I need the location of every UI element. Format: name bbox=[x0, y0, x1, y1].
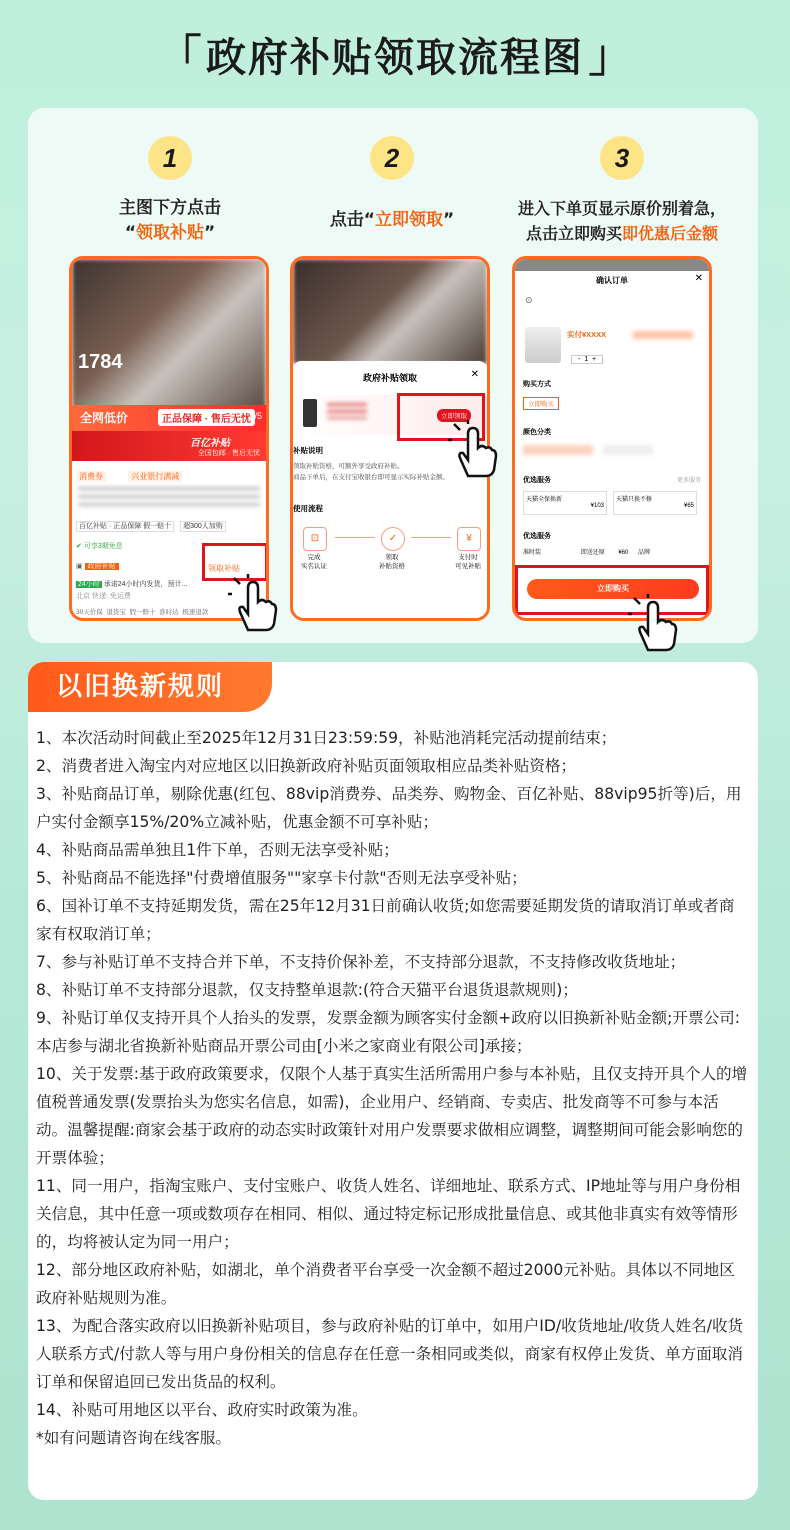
rule-item: 6、国补订单不支持延期发货，需在25年12月31日前确认收货;如您需要延期发货的请取消订单或者商家有权取消订单； bbox=[36, 897, 735, 943]
rule-item: 5、补贴商品不能选择"付费增值服务""家享卡付款"否则无法享受补贴； bbox=[36, 869, 527, 887]
hand-pointer-icon bbox=[628, 594, 680, 654]
page-title-wrap bbox=[0, 20, 790, 84]
section-service-2: 优选服务 bbox=[523, 533, 551, 540]
service-card[interactable]: 天猫全保换新 ¥103 bbox=[523, 491, 607, 515]
phone-screenshot-product bbox=[69, 256, 269, 621]
step-1 bbox=[60, 108, 280, 246]
section-desc: 补贴说明 bbox=[293, 446, 323, 455]
buy-option[interactable]: 立即购买 bbox=[523, 397, 559, 410]
status-bar bbox=[515, 259, 709, 271]
step-number: 3 bbox=[600, 136, 644, 180]
service-price: ¥60 bbox=[618, 550, 629, 556]
service-name: 品牌 bbox=[638, 550, 651, 556]
rule-item: 7、参与补贴订单不支持合并下单，不支持价保补差，不支持部分退款，不支持修改收货地址； bbox=[36, 953, 686, 971]
qty-stepper[interactable]: - 1 + bbox=[571, 355, 603, 364]
desc-text: 领取补贴资格，可额外享受政府补贴。 商品下单后，在支付宝收银台即可显示实际补贴金额。 bbox=[293, 463, 449, 481]
order-header: 确认订单 bbox=[596, 276, 628, 285]
location-icon: ⊙ bbox=[525, 295, 533, 305]
hand-pointer-icon bbox=[228, 574, 280, 634]
rule-item: 12、部分地区政府补贴，如湖北，单个消费者平台享受一次金额不超过2000元补贴。具体以不同地区政府补贴规则为准。 bbox=[36, 1261, 735, 1307]
rules-tab-title: 以旧换新规则 bbox=[28, 662, 272, 712]
coupon-tag[interactable]: 消费券 bbox=[76, 471, 106, 482]
section-buy: 购买方式 bbox=[523, 381, 551, 388]
rule-item: 1、本次活动时间截止至2025年12月31日23:59:59，补贴池消耗完活动提前结束； bbox=[36, 729, 617, 747]
product-thumb bbox=[525, 327, 561, 363]
claim-now-button[interactable]: 立即领取 bbox=[437, 409, 471, 422]
rule-item: 8、补贴订单不支持部分退款，仅支持整单退款:(符合天猫平台退货退款规则)； bbox=[36, 981, 578, 999]
page-title: 政府补贴领取流程图 bbox=[206, 35, 584, 81]
step-3 bbox=[504, 108, 740, 246]
id-card-icon: ⊡ bbox=[303, 527, 327, 551]
claim-subsidy-button[interactable]: 领取补贴 bbox=[208, 564, 240, 573]
phone-screenshot-order bbox=[512, 256, 712, 621]
title-bracket-right-icon: 」 bbox=[588, 32, 633, 81]
rule-item: *如有问题请咨询在线客服。 bbox=[36, 1429, 231, 1447]
step-number: 1 bbox=[148, 136, 192, 180]
rule-item: 10、关于发票:基于政府政策要求，仅限个人基于真实生活所需用户参与本补贴，且仅支持开具个人的增值税普通发票(发票抬头为您实名信息，如需)，企业用户、经销商、专卖店、批发商等不可参与本活动。温馨提醒:商家会基于政府的动态实时政策针对用户发票要求做相应调整，调整期间可能会影响您的开票体验； bbox=[36, 1065, 748, 1167]
bank-tag[interactable]: 兴业银行满减 bbox=[128, 471, 182, 482]
step-text: 点击“立即领取” bbox=[329, 210, 455, 230]
modal-close-icon[interactable]: ✕ bbox=[470, 369, 479, 380]
rule-item: 2、消费者进入淘宝内对应地区以旧换新政府补贴页面领取相应品类补贴资格； bbox=[36, 757, 577, 775]
subsidy-strip: 百亿补贴 全国包邮 · 售后无忧 bbox=[72, 431, 266, 461]
service-name: 即送还原 bbox=[580, 550, 605, 556]
service-name: 准时装 bbox=[523, 550, 542, 556]
product-title-blur bbox=[78, 487, 260, 509]
receipt-icon: ¥ bbox=[457, 527, 481, 551]
rule-item: 4、补贴商品需单独且1件下单，否则无法享受补贴； bbox=[36, 841, 399, 859]
service-card[interactable]: 天猫只换不修 ¥65 bbox=[613, 491, 697, 515]
service-more-link[interactable]: 更多服务 bbox=[676, 478, 701, 484]
rule-item: 3、补贴商品订单，剔除优惠(红包、88vip消费券、品类券、购物金、百亿补贴、88vip95折等)后，用户实付金额享15%/20%立减补贴，优惠金额不可享补贴； bbox=[36, 785, 742, 831]
step-text: 进入下单页显示原价别着急， 点击立即购买即优惠后金额 bbox=[517, 199, 726, 243]
check-icon: ✔ bbox=[76, 543, 82, 550]
rule-item: 11、同一用户，指淘宝账户、支付宝账户、收货人姓名、详细地址、联系方式、IP地址等与用户身份相关信息，其中任意一项或数项存在相同、相似、通过特定标记形成批量信息、或其他非真实有效等情形的，均将被认定为同一用户； bbox=[36, 1177, 741, 1251]
order-close-icon[interactable]: ✕ bbox=[694, 273, 703, 284]
baiyi-tag: 百亿补贴 · 正品保障 假一赔十 bbox=[76, 521, 174, 532]
flow-arrow bbox=[411, 537, 451, 538]
buyers-tag: 超300人加购 bbox=[180, 521, 226, 532]
promo-banner: 全网低价 正品保障 · 售后无忧 1/5 bbox=[72, 405, 266, 431]
gov-icon: ▣ bbox=[76, 563, 83, 570]
step-2 bbox=[282, 108, 502, 233]
section-flow: 使用流程 bbox=[293, 504, 323, 513]
bottom-tags: 30天价保 退货宝 假一赔十 准时达 极速退款 bbox=[76, 609, 209, 616]
rule-item: 9、补贴订单仅支持开具个人抬头的发票，发票金额为顾客实付金额+政府以旧换新补贴金额;开票公司:本店参与湖北省换新补贴商品开票公司由[小米之家商业有限公司]承接； bbox=[36, 1009, 741, 1055]
title-bracket-left-icon: 「 bbox=[157, 32, 202, 81]
gov-subsidy-label: 政府补贴 bbox=[85, 563, 119, 570]
check-circle-icon: ✓ bbox=[381, 527, 405, 551]
rule-item: 14、补贴可用地区以平台、政府实时政策为准。 bbox=[36, 1401, 368, 1419]
hero-price: 1784 bbox=[78, 351, 123, 373]
section-color: 颜色分类 bbox=[523, 429, 551, 436]
hand-pointer-icon bbox=[448, 420, 500, 480]
rules-card bbox=[28, 662, 758, 1500]
step-text: 主图下方点击 “领取补贴” bbox=[119, 198, 221, 243]
rule-item: 13、为配合落实政府以旧换新补贴项目，参与政府补贴的订单中，如用户ID/收货地址/收货人姓名/收货人联系方式/付款人等与用户身份相关的信息存在任意一条相同或类似，商家有权停止发货、单方面取消订单和保留追回已发出货品的权利。 bbox=[36, 1317, 744, 1391]
product-hero-image bbox=[72, 259, 266, 409]
installment-tag: ✔ 可享3期免息 bbox=[76, 543, 123, 550]
shipping-info: 24小时 承诺24小时内发货，预计... 北京 快递: 免运费 bbox=[76, 581, 188, 600]
modal-title: 政府补贴领取 bbox=[362, 373, 417, 383]
product-thumb-icon bbox=[303, 399, 317, 427]
section-service: 优选服务 bbox=[523, 477, 551, 484]
flow-card bbox=[28, 108, 758, 643]
flow-row: ⊡ 完成 实名认证 ✓ 领取 补贴资格 ¥ 支付时 可见补贴 bbox=[293, 527, 487, 587]
background-blur bbox=[293, 259, 487, 364]
step-number: 2 bbox=[370, 136, 414, 180]
buy-now-button[interactable]: 立即购买 bbox=[527, 579, 699, 599]
flow-arrow bbox=[335, 537, 375, 538]
order-price: 实付¥XXXX bbox=[567, 330, 607, 339]
rules-list bbox=[36, 724, 748, 1452]
